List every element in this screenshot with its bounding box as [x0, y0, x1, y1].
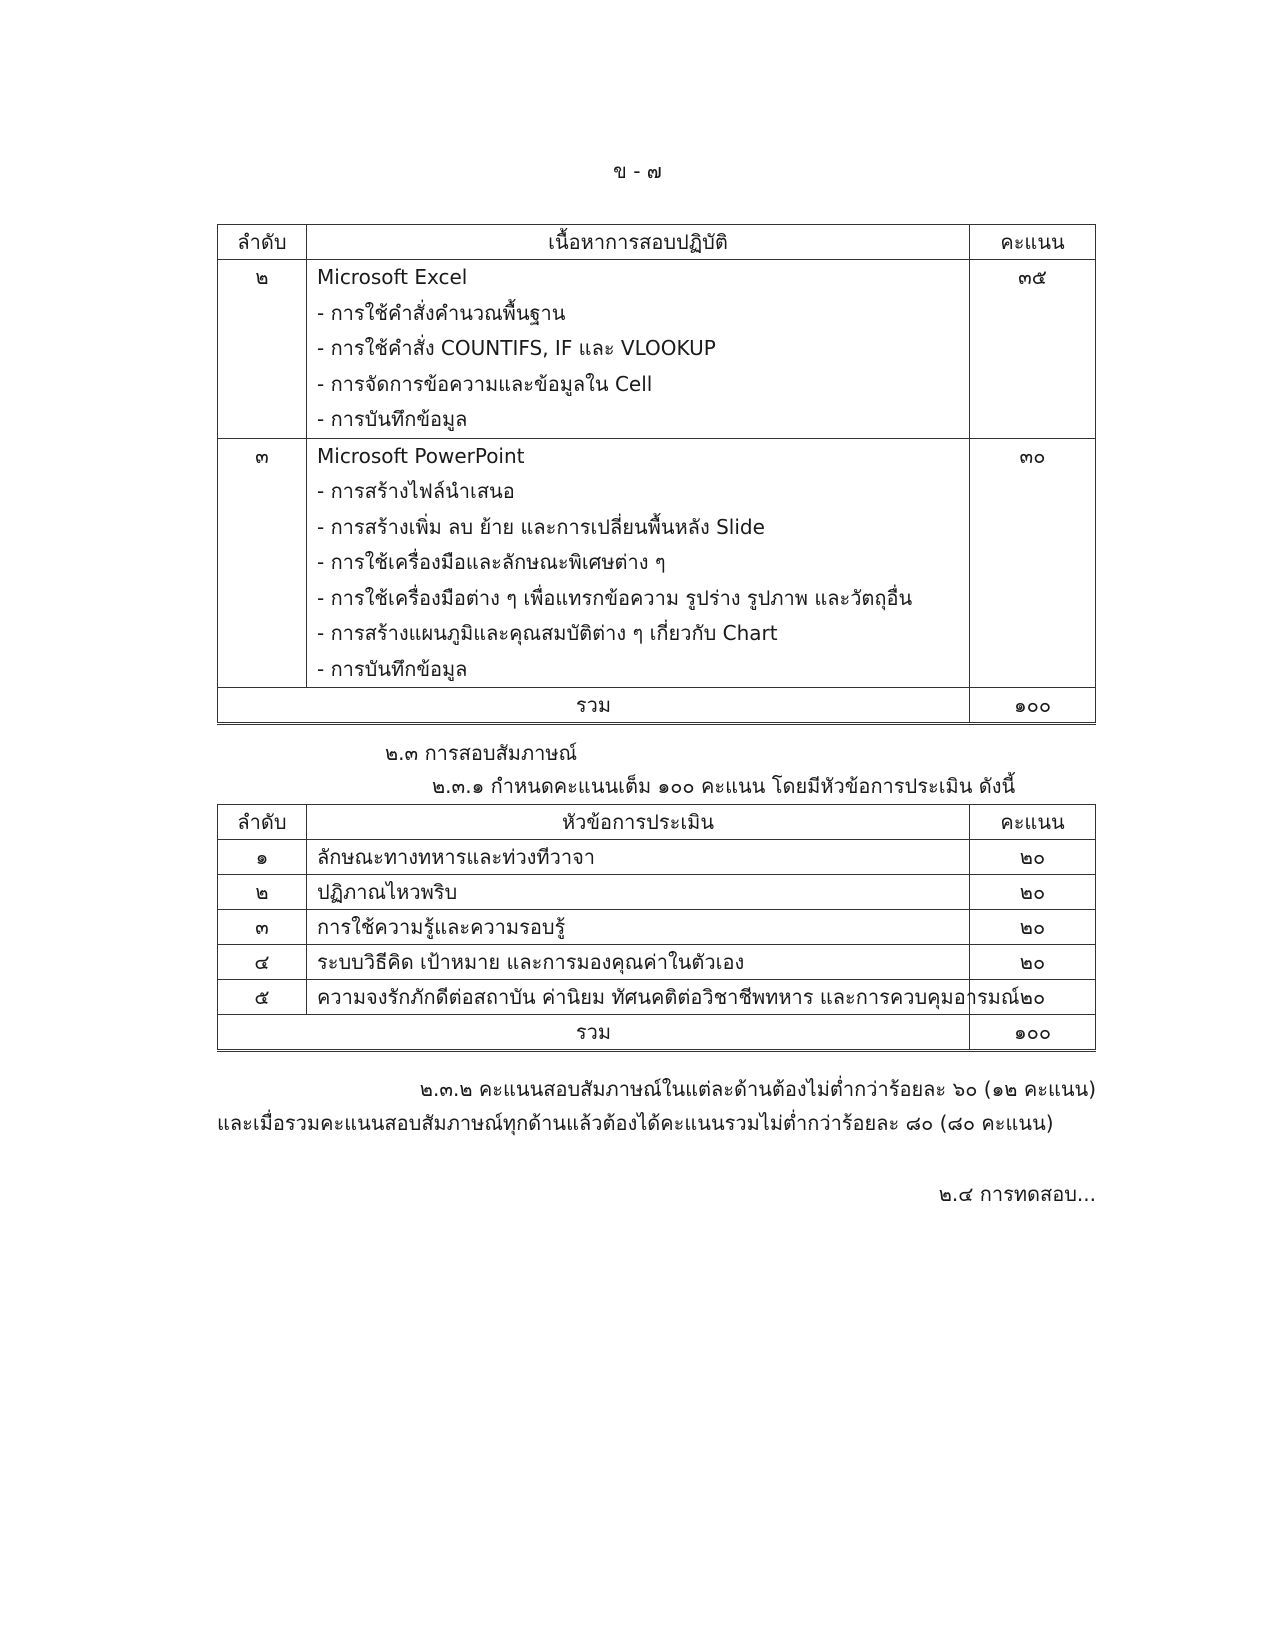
- total-label: รวม: [218, 688, 970, 724]
- row-item: - การใช้เครื่องมือและลักษณะพิเศษต่าง ๆ: [317, 550, 666, 574]
- row-item: - การใช้เครื่องมือต่าง ๆ เพื่อแทรกข้อความ รูปร่าง รูปภาพ และวัตถุอื่น: [317, 585, 913, 610]
- row-item: - การสร้างแผนภูมิและคุณสมบัติต่าง ๆ เกี่ยวกับ Chart: [317, 621, 778, 645]
- row-topic: การใช้ความรู้และความรอบรู้: [307, 910, 970, 945]
- table-header-row: [218, 805, 1096, 840]
- table-row: [218, 875, 1096, 910]
- interview-criteria-table: [217, 804, 1096, 1052]
- table-row: [218, 910, 1096, 945]
- row-item: - การใช้คำสั่งคำนวณพื้นฐาน: [317, 300, 566, 325]
- header-topic: หัวข้อการประเมิน: [307, 805, 970, 840]
- row-score: ๒๐: [970, 875, 1096, 910]
- practical-exam-table: [217, 224, 1096, 725]
- header-score: คะแนน: [970, 225, 1096, 260]
- row-order: ๒: [255, 265, 269, 289]
- row-order: ๑: [218, 840, 307, 875]
- interview-score-paragraph: [217, 1072, 1096, 1140]
- next-page-hint: ๒.๔ การทดสอบ...: [938, 1182, 1096, 1206]
- total-row: [218, 1015, 1096, 1051]
- row-topic: ปฏิภาณไหวพริบ: [307, 875, 970, 910]
- row-topic: ความจงรักภักดีต่อสถาบัน ค่านิยม ทัศนคติต่อวิชาชีพทหาร และการควบคุมอารมณ์: [307, 980, 970, 1015]
- table-row: [218, 980, 1096, 1015]
- total-label: รวม: [218, 1015, 970, 1051]
- table-header-row: [218, 225, 1096, 260]
- row-order: ๓: [255, 443, 269, 468]
- row-score: ๓๕: [1018, 265, 1047, 289]
- header-content: เนื้อหาการสอบปฏิบัติ: [307, 225, 970, 260]
- row-score: ๒๐: [970, 945, 1096, 980]
- row-score: ๒๐: [970, 910, 1096, 945]
- header-order: ลำดับ: [218, 225, 307, 260]
- row-order: ๒: [218, 875, 307, 910]
- row-content: [307, 438, 970, 688]
- table-row: [218, 438, 1096, 688]
- row-title: Microsoft PowerPoint: [317, 443, 525, 468]
- total-score: ๑๐๐: [970, 1015, 1096, 1051]
- row-score: ๒๐: [970, 980, 1096, 1015]
- row-order: ๕: [218, 980, 307, 1015]
- row-topic: ระบบวิธีคิด เป้าหมาย และการมองคุณค่าในตัวเอง: [307, 945, 970, 980]
- paragraph-line: ๒.๓.๒ คะแนนสอบสัมภาษณ์ในแต่ละด้านต้องไม่ต่ำกว่าร้อยละ ๖๐ (๑๒ คะแนน): [419, 1077, 1096, 1101]
- header-score: คะแนน: [970, 805, 1096, 840]
- row-order: ๓: [218, 910, 307, 945]
- row-topic: ลักษณะทางทหารและท่วงทีวาจา: [307, 840, 970, 875]
- section-subheading-criteria: ๒.๓.๑ กำหนดคะแนนเต็ม ๑๐๐ คะแนน โดยมีหัวข้อการประเมิน ดังนี้: [432, 774, 1016, 798]
- row-score: ๒๐: [970, 840, 1096, 875]
- page-number: ข - ๗: [613, 159, 662, 183]
- section-heading-interview: ๒.๓ การสอบสัมภาษณ์: [385, 741, 578, 765]
- total-row: [218, 688, 1096, 724]
- row-score: ๓๐: [1019, 443, 1046, 468]
- row-item: - การใช้คำสั่ง COUNTIFS, IF และ VLOOKUP: [317, 336, 716, 360]
- row-item: - การสร้างเพิ่ม ลบ ย้าย และการเปลี่ยนพื้นหลัง Slide: [317, 514, 765, 539]
- row-content: [307, 260, 970, 439]
- table-row: [218, 945, 1096, 980]
- row-order: ๔: [218, 945, 307, 980]
- table-row: [218, 260, 1096, 439]
- table-row: [218, 840, 1096, 875]
- row-item: - การสร้างไฟล์นำเสนอ: [317, 479, 515, 503]
- total-score: ๑๐๐: [970, 688, 1096, 724]
- header-order: ลำดับ: [218, 805, 307, 840]
- row-item: - การจัดการข้อความและข้อมูลใน Cell: [317, 371, 653, 396]
- row-title: Microsoft Excel: [317, 265, 468, 289]
- row-item: - การบันทึกข้อมูล: [317, 656, 468, 681]
- paragraph-line: และเมื่อรวมคะแนนสอบสัมภาษณ์ทุกด้านแล้วต้องได้คะแนนรวมไม่ต่ำกว่าร้อยละ ๘๐ (๘๐ คะแนน): [217, 1111, 1054, 1135]
- row-item: - การบันทึกข้อมูล: [317, 407, 468, 431]
